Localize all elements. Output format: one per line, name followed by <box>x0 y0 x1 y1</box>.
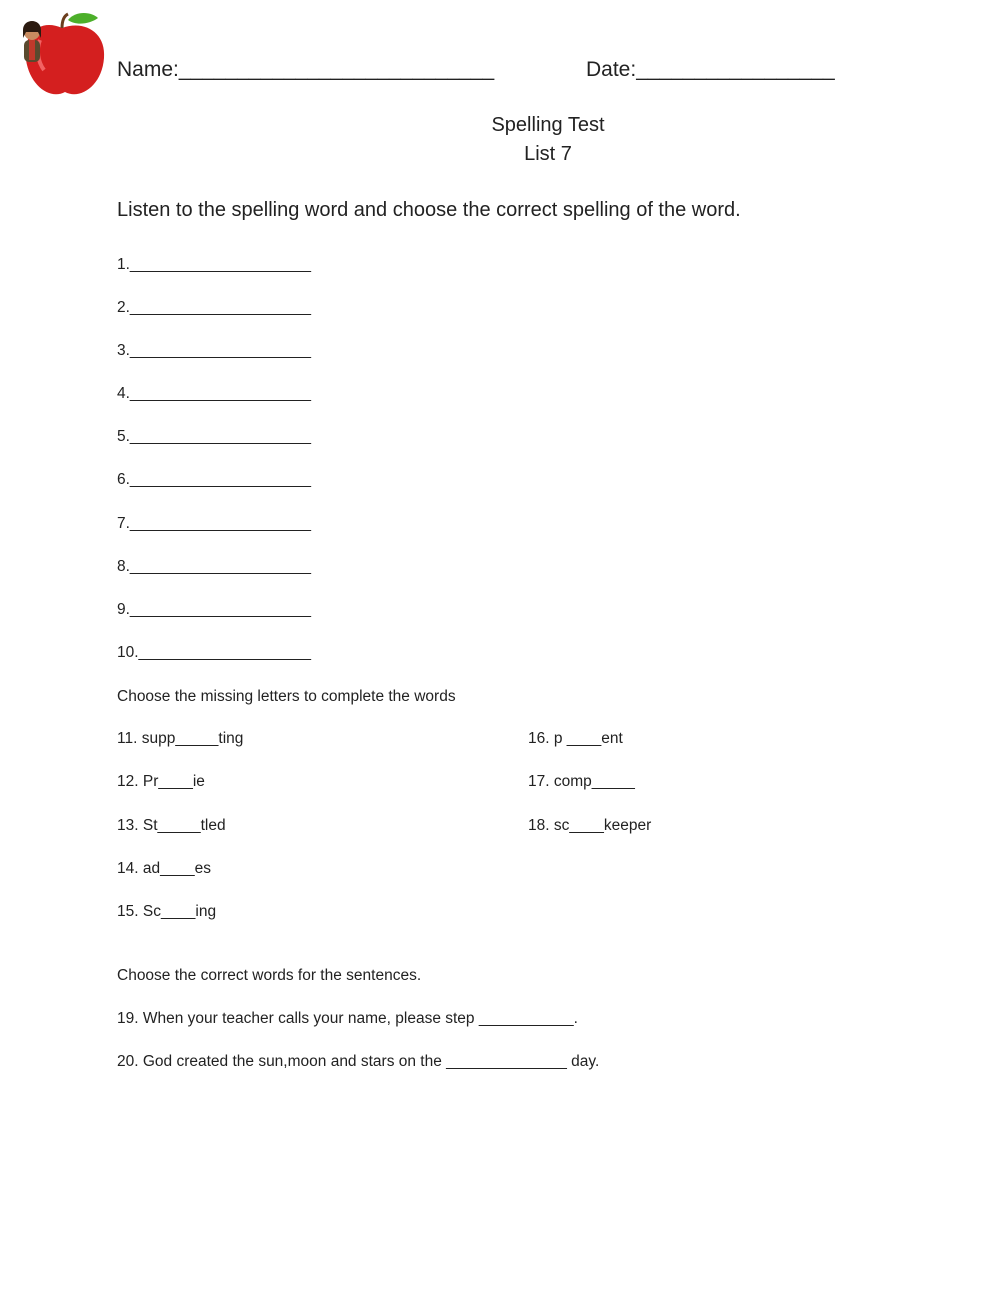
answer-blank-2[interactable]: 2._____________________ <box>117 299 311 316</box>
apple-stem <box>62 14 68 28</box>
sentence-item-20[interactable]: 20. God created the sun,moon and stars on the ______________ day. <box>117 1053 600 1070</box>
date-field[interactable]: Date:_________________ <box>586 58 835 81</box>
answer-blank-4[interactable]: 4._____________________ <box>117 385 311 402</box>
apple-leaf <box>68 13 98 24</box>
answer-blank-10[interactable]: 10.____________________ <box>117 644 311 661</box>
missing-letter-item-13[interactable]: 13. St_____tled <box>117 817 226 834</box>
sentence-item-19[interactable]: 19. When your teacher calls your name, please step ___________. <box>117 1010 578 1027</box>
answer-blank-1[interactable]: 1._____________________ <box>117 256 311 273</box>
missing-letter-item-16[interactable]: 16. p ____ent <box>528 730 623 747</box>
apple-avatar-logo <box>10 10 110 100</box>
answer-blank-6[interactable]: 6._____________________ <box>117 471 311 488</box>
answer-blank-8[interactable]: 8._____________________ <box>117 558 311 575</box>
missing-letter-item-14[interactable]: 14. ad____es <box>117 860 211 877</box>
answer-blank-9[interactable]: 9._____________________ <box>117 601 311 618</box>
answer-blank-5[interactable]: 5._____________________ <box>117 428 311 445</box>
missing-letter-item-15[interactable]: 15. Sc____ing <box>117 903 217 920</box>
page-subtitle: List 7 <box>524 143 572 165</box>
name-field[interactable]: Name:___________________________ <box>117 58 495 81</box>
missing-letters-heading: Choose the missing letters to complete the words <box>117 688 456 705</box>
missing-letter-item-17[interactable]: 17. comp_____ <box>528 773 635 790</box>
missing-letter-item-18[interactable]: 18. sc____keeper <box>528 817 652 834</box>
answer-blank-3[interactable]: 3._____________________ <box>117 342 311 359</box>
instruction-text: Listen to the spelling word and choose the correct spelling of the word. <box>117 199 741 221</box>
missing-letter-item-12[interactable]: 12. Pr____ie <box>117 773 205 790</box>
page-title: Spelling Test <box>491 114 605 136</box>
answer-blank-7[interactable]: 7._____________________ <box>117 515 311 532</box>
sentences-heading: Choose the correct words for the sentences. <box>117 967 422 984</box>
missing-letter-item-11[interactable]: 11. supp_____ting <box>117 730 244 747</box>
